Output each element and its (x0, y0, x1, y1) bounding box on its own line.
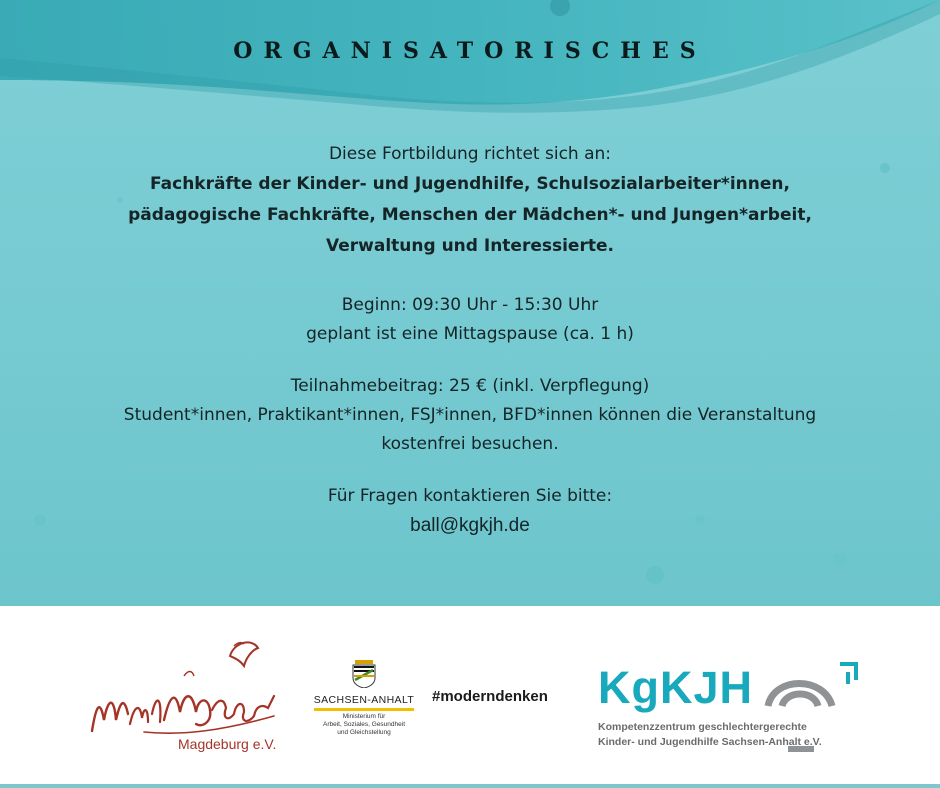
audience-line: Fachkräfte der Kinder- und Jugendhilfe, Schulsozialarbeiter*innen, (150, 174, 790, 194)
sachsen-anhalt-name: SACHSEN-ANHALT (313, 694, 415, 706)
sachsen-anhalt-logo (308, 660, 420, 737)
fee-free-line: Student*innen, Praktikant*innen, FSJ*innen, BFD*innen können die Veranstaltung (123, 405, 817, 425)
info-block (60, 140, 880, 540)
audience-intro: Diese Fortbildung richtet sich an: (328, 144, 612, 164)
coat-of-arms-icon (351, 660, 377, 688)
kgkjh-logo (598, 662, 878, 772)
ministry-line: und Gleichstellung (337, 729, 391, 736)
contact-label: Für Fragen kontaktieren Sie bitte: (327, 486, 613, 506)
footer-bottom-border (0, 784, 940, 788)
kgkjh-tagline-line: Kompetenzzentrum geschlechtergerechte (598, 721, 807, 733)
hashtag-moderndenken: #moderndenken (432, 688, 548, 705)
ministry-line: Ministerium für (342, 713, 386, 720)
wildwasser-subtitle: Magdeburg e.V. (178, 736, 277, 752)
kgkjh-tagline (598, 720, 822, 750)
audience-line: Verwaltung und Interessierte. (326, 236, 614, 256)
kgkjh-tagline-line: Kinder- und Jugendhilfe Sachsen-Anhalt e.V. (598, 736, 822, 748)
logo-footer (0, 606, 940, 788)
fee-amount: Teilnahmebeitrag: 25 € (inkl. Verpflegung) (290, 376, 650, 396)
kgkjh-wordmark: KgKJH (598, 662, 754, 713)
section-heading: ORGANISATORISCHES (233, 38, 707, 64)
audience-line: pädagogische Fachkräfte, Menschen der Mädchen*- und Jungen*arbeit, (128, 205, 812, 225)
schedule-begin: Beginn: 09:30 Uhr - 15:30 Uhr (341, 295, 599, 315)
fee-free-line: kostenfrei besuchen. (381, 434, 559, 454)
schedule-lunch: geplant ist eine Mittagspause (ca. 1 h) (306, 324, 634, 344)
contact-email-link[interactable]: ball@kgkjh.de (410, 515, 530, 536)
ministry-line: Arbeit, Soziales, Gesundheit (322, 721, 406, 728)
